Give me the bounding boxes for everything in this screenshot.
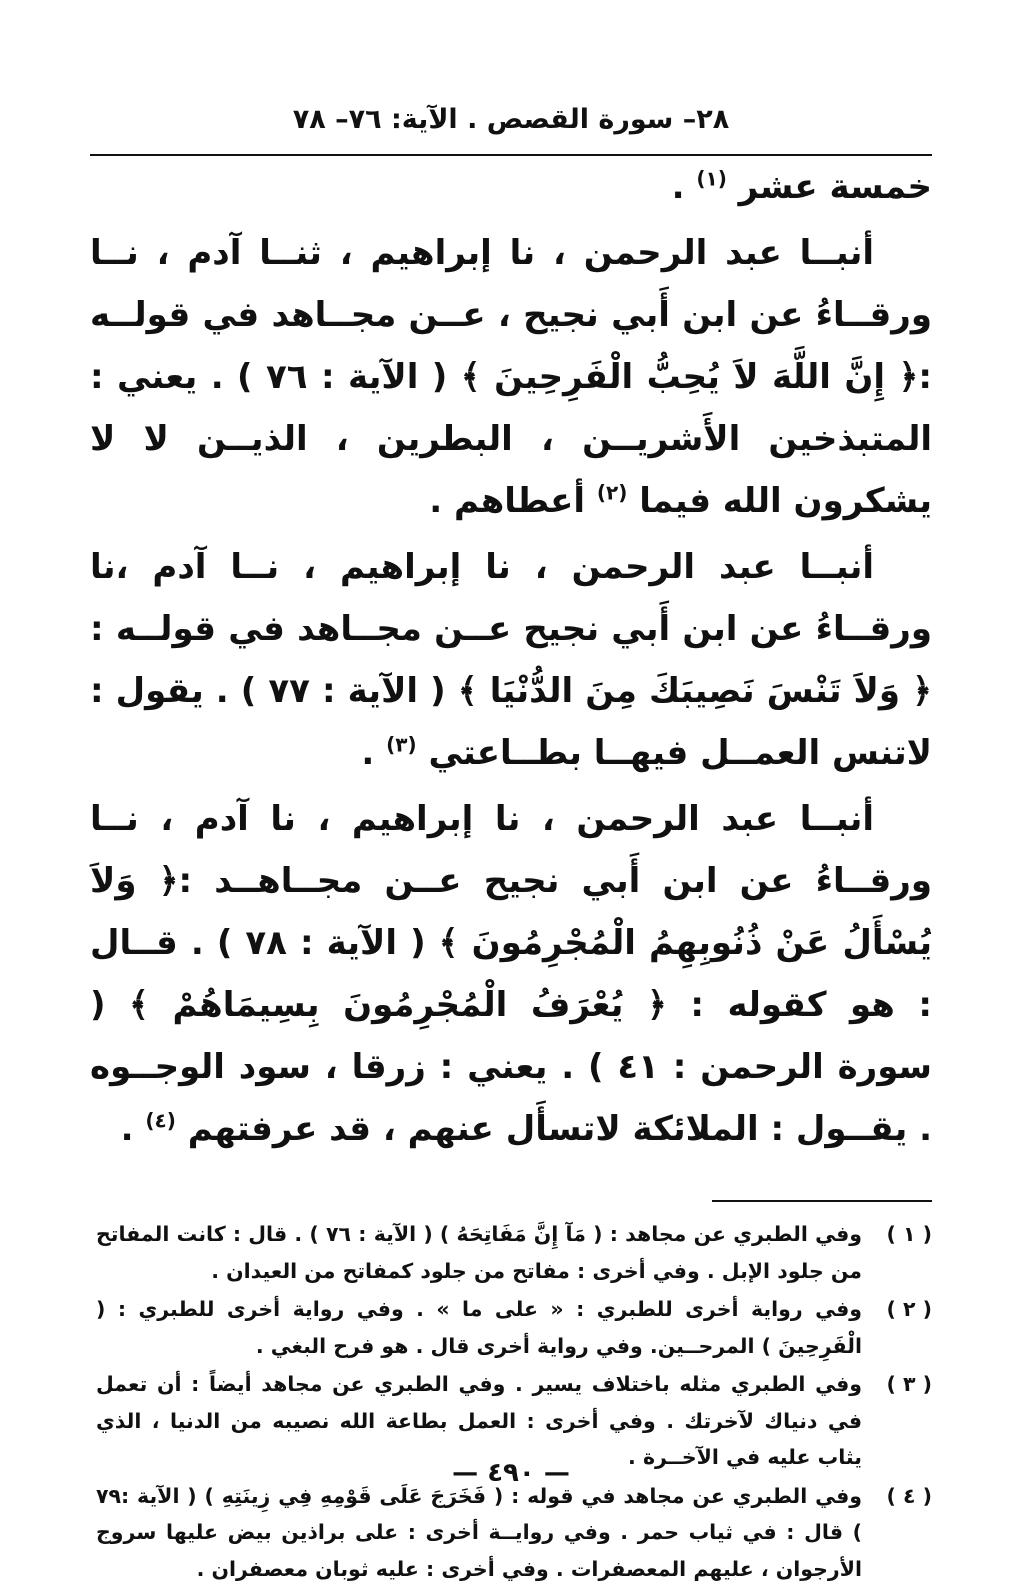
footnote-number: ( ١ ) bbox=[862, 1216, 932, 1253]
paragraph-2 bbox=[90, 536, 932, 784]
footnote-text: وفي الطبري عن مجاهد في قوله : ( فَخَرَجَ عَلَى قَوْمِهِ فِي زِينَتِهِ ) ( الآية :٧٩ ) قال : في ثياب حمر . وفي روايــة أخرى : على براذين بيض عليها سروج الأرجوان ، عليهم المعصفرات . وفي أخرى : عليه ثوبان معصفران . bbox=[96, 1478, 862, 1587]
footnote-number: ( ٢ ) bbox=[862, 1291, 932, 1328]
paragraph-text: أنبــا عبد الرحمن ، نا إبراهيم ، نــا آدم ،نا ورقــاءُ عن ابن أَبي نجيح عــن مجــاهد في قولــه : ﴿ وَلاَ تَنْسَ نَصِيبَكَ مِنَ الدُّنْيَا ﴾ ( الآية : ٧٧ ) . يقول : لاتنس العمــل فيهــا بطــاعتي bbox=[90, 547, 932, 773]
paragraph-text: خمسة عشر bbox=[739, 167, 932, 207]
main-text bbox=[90, 156, 932, 1160]
footnote-ref-3: (٣) bbox=[386, 733, 417, 757]
paragraph-3 bbox=[90, 788, 932, 1160]
running-header: ٢٨– سورة القصص . الآية: ٧٦– ٧٨ bbox=[90, 100, 932, 142]
footnote-text: وفي رواية أخرى للطبري : « على ما » . وفي رواية أخرى للطبري : ( الْفَرِحِينَ ) المرحــين. وفي رواية أخرى قال . هو فرح البغي . bbox=[96, 1291, 862, 1364]
paragraph-end: أعطاهم . bbox=[429, 481, 585, 521]
footnote-number: ( ٣ ) bbox=[862, 1366, 932, 1403]
footnote-item bbox=[96, 1291, 932, 1364]
paragraph-end: . bbox=[361, 733, 374, 773]
book-page bbox=[90, 100, 932, 1540]
paragraph-text: أنبــا عبد الرحمن ، نا إبراهيم ، نا آدم ، نــا ورقــاءُ عن ابن أَبي نجيح عــن مجــاهــد :﴿ وَلاَ يُسْأَلُ عَنْ ذُنُوبِهِمُ الْمُجْرِمُونَ ﴾ ( الآية : ٧٨ ) . قــال : هو كقوله : ﴿ يُعْرَفُ الْمُجْرِمُونَ بِسِيمَاهُمْ ﴾ ( سورة الرحمن : ٤١ ) . يعني : زرقا ، سود الوجــوه . يقــول : الملائكة لاتسأَل عنهم ، قد عرفتهم bbox=[90, 799, 932, 1149]
footnotes bbox=[90, 1216, 932, 1587]
footnote-ref-2: (٢) bbox=[597, 481, 628, 505]
footnote-item bbox=[96, 1216, 932, 1289]
paragraph-end: . bbox=[121, 1109, 134, 1149]
paragraph-text: أنبــا عبد الرحمن ، نا إبراهيم ، ثنــا آدم ، نــا ورقــاءُ عن ابن أَبي نجيح ، عــن مجــاهد في قولــه :﴿ إِنَّ اللَّهَ لاَ يُحِبُّ الْفَرِحِينَ ﴾ ( الآية : ٧٦ ) . يعني : المتبذخين الأَشريــن ، البطرين ، الذيــن لا لا يشكرون الله فيما bbox=[90, 233, 932, 521]
footnote-number: ( ٤ ) bbox=[862, 1478, 932, 1515]
page-number: — ٤٩٠ — bbox=[90, 1458, 932, 1488]
footnote-separator bbox=[712, 1200, 932, 1202]
footnote-ref-1: (١) bbox=[696, 167, 727, 191]
paragraph-continuation bbox=[90, 156, 932, 218]
paragraph-1 bbox=[90, 222, 932, 532]
footnote-item bbox=[96, 1478, 932, 1587]
footnote-text: وفي الطبري مثله باختلاف يسير . وفي الطبري عن مجاهد أيضاً : أن تعمل في دنياك لآخرتك . وفي أخرى : العمل بطاعة الله نصيبه من الدنيا ، الذي يثاب عليه في الآخــرة . bbox=[96, 1366, 862, 1476]
footnote-text: وفي الطبري عن مجاهد : ( مَآ إِنَّ مَفَاتِحَهُ ) ( الآية : ٧٦ ) . قال : كانت المفاتح من جلود الإبل . وفي أخرى : مفاتح من جلود كمفاتح من العيدان . bbox=[96, 1216, 862, 1289]
footnote-ref-4: (٤) bbox=[145, 1109, 176, 1133]
paragraph-end: . bbox=[672, 167, 685, 207]
